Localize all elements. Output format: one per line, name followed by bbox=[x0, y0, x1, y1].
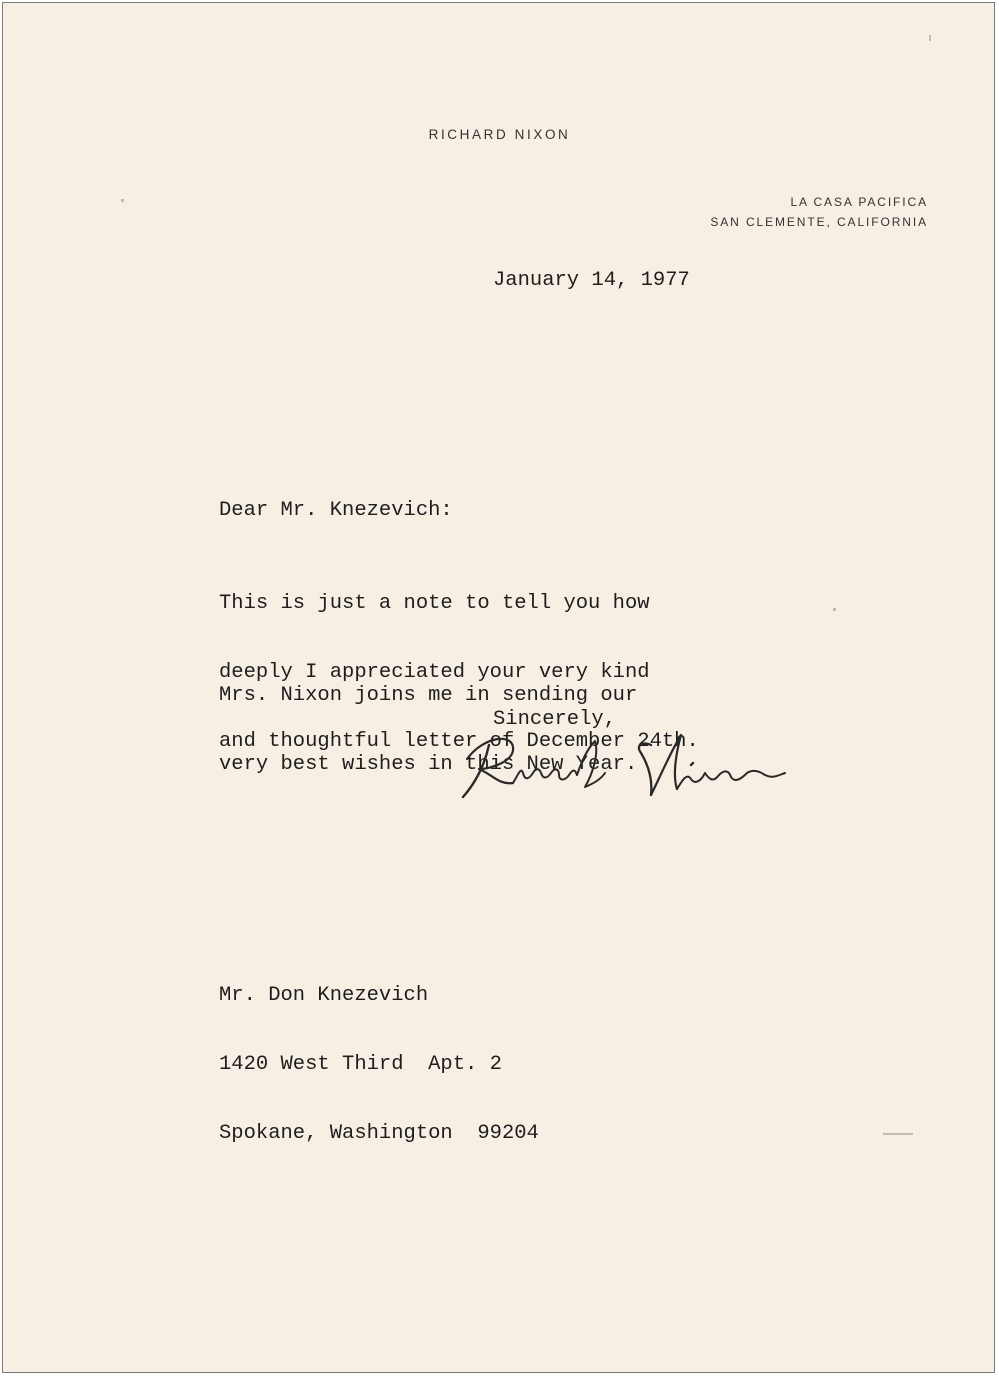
paper-blemish bbox=[929, 35, 931, 41]
letterhead-address-line: LA CASA PACIFICA bbox=[790, 195, 928, 209]
letterhead-address bbox=[710, 192, 928, 232]
body-line: This is just a note to tell you how bbox=[219, 592, 650, 615]
recipient-address bbox=[219, 938, 539, 1191]
body-line: and thoughtful letter of December 24th. bbox=[219, 730, 699, 753]
letterhead-name: RICHARD NIXON bbox=[428, 127, 571, 142]
address-line: Mr. Don Knezevich bbox=[219, 984, 429, 1007]
paper-blemish bbox=[883, 1133, 913, 1135]
handwritten-signature bbox=[455, 723, 795, 813]
closing: Sincerely, bbox=[493, 708, 617, 731]
salutation: Dear Mr. Knezevich: bbox=[219, 499, 453, 522]
body-line: very best wishes in this New Year. bbox=[219, 753, 638, 776]
body-line: Mrs. Nixon joins me in sending our bbox=[219, 684, 638, 707]
address-line: Spokane, Washington 99204 bbox=[219, 1122, 539, 1145]
body-line: deeply I appreciated your very kind bbox=[219, 661, 650, 684]
paper-blemish bbox=[833, 608, 836, 611]
paper-blemish bbox=[121, 199, 124, 202]
letterhead-address-line: SAN CLEMENTE, CALIFORNIA bbox=[710, 215, 928, 229]
letter-date: January 14, 1977 bbox=[493, 269, 690, 292]
address-line: 1420 West Third Apt. 2 bbox=[219, 1053, 502, 1076]
letter-sheet bbox=[2, 2, 995, 1373]
